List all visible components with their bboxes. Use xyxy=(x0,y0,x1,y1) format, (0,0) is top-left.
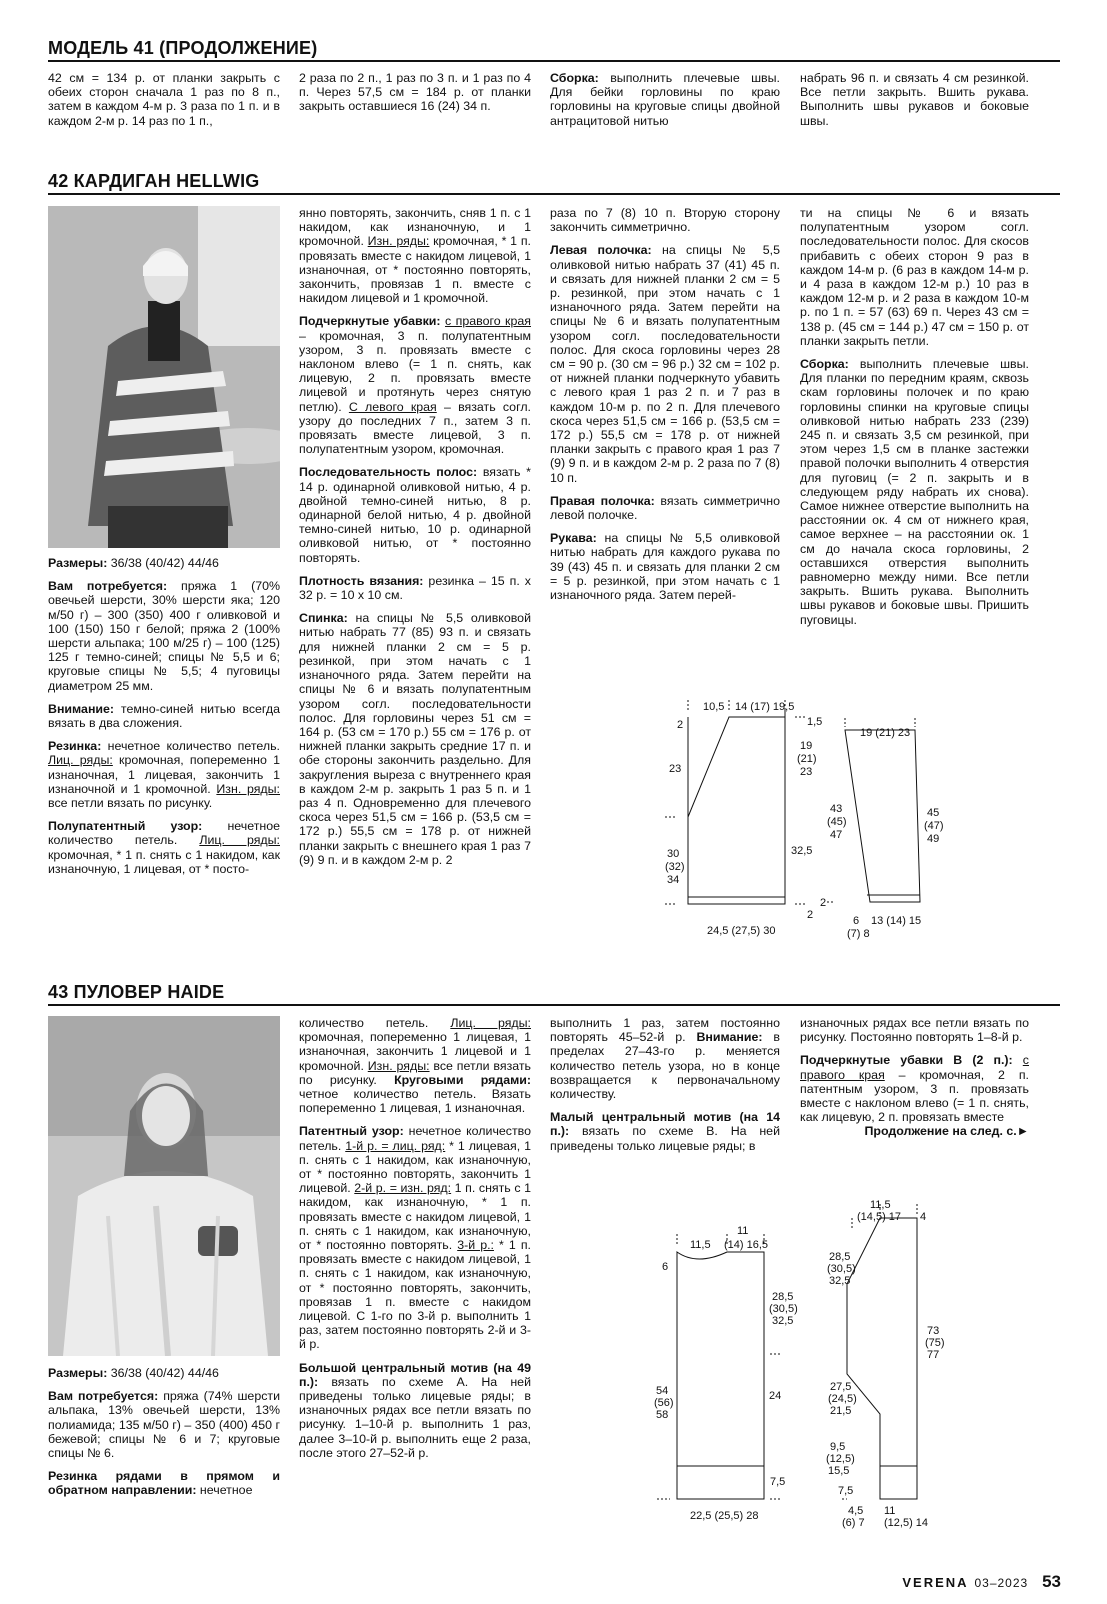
section-title-42: 42 КАРДИГАН HELLWIG xyxy=(48,171,1060,195)
d43-a: 11,5 xyxy=(690,1239,711,1251)
continued-note: Продолжение на след. с.► xyxy=(864,1124,1029,1139)
d43-m: 22,5 (25,5) 28 xyxy=(690,1510,759,1522)
page-number: 53 xyxy=(1042,1572,1061,1591)
d43-e: 28,5 xyxy=(772,1291,794,1303)
d42-g: (21) xyxy=(797,753,817,765)
d43-k: 24 xyxy=(769,1390,782,1402)
d43-s15: 15,5 xyxy=(828,1465,850,1477)
s41-col4: набрать 96 п. и связать 4 см резинкой. Все петли закрыть. Вшить рукава. Выполнить швы рукавов и боковые швы. xyxy=(800,71,1029,128)
d42-f: 19 xyxy=(800,740,813,752)
d42-c: 2 xyxy=(677,719,684,731)
d43-s7: 73 xyxy=(927,1325,940,1337)
s41-col3: Сборка: выполнить плечевые швы. Для бейки горловины по краю горловины на круговые спицы двойной антрацитовой нитью xyxy=(550,71,780,128)
d43-g: 32,5 xyxy=(772,1315,794,1327)
page-footer xyxy=(902,1572,1061,1592)
d42-s4: 47 xyxy=(830,829,843,841)
d43-j: 58 xyxy=(656,1409,669,1421)
d42-a: 10,5 xyxy=(703,701,725,713)
d43-i: (56) xyxy=(654,1397,674,1409)
d43-s4: 28,5 xyxy=(829,1251,851,1263)
issue-number: 03–2023 xyxy=(974,1576,1029,1590)
d43-s3: 4 xyxy=(920,1211,927,1223)
d43-b: 11 xyxy=(737,1225,749,1237)
d43-s11: (24,5) xyxy=(828,1393,857,1405)
d43-s13: 9,5 xyxy=(830,1441,846,1453)
d42-j: (32) xyxy=(665,861,685,873)
d43-s12: 21,5 xyxy=(830,1405,852,1417)
section-title-41: МОДЕЛЬ 41 (ПРОДОЛЖЕНИЕ) xyxy=(48,38,1060,62)
d43-l: 7,5 xyxy=(770,1476,786,1488)
s42-col4: ти на спицы № 6 и вязать полупатентным узором согл. последовательности полос. Для скосов прибавить с обеих сторон 9 раз в каждом 14-м р. (6 раз в каждом 14-м р. и 4 раза в каждом 12-м р.) 10 раз в каждом 12-м р. и 2 раза в каждом 10-м р. по 1 п. = 57 (63) 69 п. Через 43 см = 138 р. (45 см = 144 р.) 47 см = 150 р. от планки закрыть петли. Сборка: выполнить плечевые швы. Для планки по передним краям, сквозь скам горловины полочек и по краю горловины спинки на круговые спицы оливковой нитью набрать 233 (239) 245 п. и связать 3,5 см резинкой, при этом через 1,5 см в планке застежки правой полочки выполнить 4 отверстия для пуговиц (= 2 п. закрыть и в следующем ряду набрать их снова). Самое нижнее отверстие выполнить на расстоянии ок. 4 см от нижнего края, самое верхнее – на расстоянии ок. 1 см до начала скоса горловины, 2 оставшихся отверстия выполнить равномерно между ними. Все петли закрыть. Вшить рукава. Выполнить швы рукавов и боковые швы. Пришить пуговицы. xyxy=(800,206,1029,627)
d42-s5: 45 xyxy=(927,807,940,819)
s41-col1: 42 см = 134 р. от планки закрыть с обеих сторон сначала 1 раз по 8 п., затем в каждом 4-м р. 3 раза по 1 п. и в каждом 2-м р. 14 раз по 1 п., xyxy=(48,71,280,128)
d43-s2: (14,5) 17 xyxy=(857,1211,902,1223)
s41-col2: 2 раза по 2 п., 1 раз по 3 п. и 1 раз по 4 п. Через 57,5 см = 184 р. от планки закрыть оставшиеся 16 (24) 34 п. xyxy=(299,71,531,114)
d42-n: 24,5 (27,5) 30 xyxy=(707,925,776,937)
d43-h: 54 xyxy=(656,1385,669,1397)
section-title-43: 43 ПУЛОВЕР HAIDE xyxy=(48,982,1060,1006)
cardigan-photo xyxy=(48,206,280,548)
schematic-43 xyxy=(652,1194,962,1532)
d42-l: 32,5 xyxy=(791,845,813,857)
pullover-photo xyxy=(48,1016,280,1356)
d42-s11: (7) 8 xyxy=(847,928,870,940)
d43-s20: (12,5) 14 xyxy=(884,1517,929,1529)
s42-col3: раза по 7 (8) 10 п. Вторую сторону закончить симметрично. Левая полочка: на спицы № 5,5 оливковой нитью набрать 37 (41) 45 п. и связать для нижней планки 2 см = 5 р. резинкой, при этом начать с 1 изнаночного ряда. Затем перейти на спицы № 6 и вязать полупатентным узором согл. последовательности полос. Для скоса горловины через 28 см = 90 р. (30 см = 96 р.) 32 см = 102 р. от нижней планки подчеркнуто убавить с левого края 1 раз 2 п. и 7 раз в каждом 10-м р. по 2 п. Для плечевого скоса через 51,5 см = 166 р. (53,5 см = 172 р.) 55,5 см = 178 р. от нижней планки закрыть с правого края 1 раз 7 (9) 9 п. и в каждом 2-м р. 2 раза по 7 (8) 10 п. Правая полочка: вязать симметрично левой полочке. Рукава: на спицы № 5,5 оливковой нитью набрать для каждого рукава по 39 (43) 45 п. и связать для планки 2 см = 5 р. резинкой, при этом начать с 1 изнаночного ряда. Затем перей- xyxy=(550,206,780,603)
d42-s8: 2 xyxy=(820,897,827,909)
d43-s6: 32,5 xyxy=(829,1275,851,1287)
d43-s10: 27,5 xyxy=(830,1381,852,1393)
d42-e: 23 xyxy=(669,763,682,775)
d43-d: 6 xyxy=(662,1261,669,1273)
d43-f: (30,5) xyxy=(769,1303,798,1315)
d42-s9: 6 xyxy=(853,915,860,927)
d43-s1: 11,5 xyxy=(870,1199,891,1211)
d42-s6: (47) xyxy=(924,820,944,832)
d43-c: (14) 16,5 xyxy=(724,1239,769,1251)
s43-col4: изнаночных рядах все петли вязать по рисунку. Постоянно повторять 1–8-й р. Подчеркнутые убавки В (2 п.): с правого края – кромочная, 2 п. патентным узором, 3 п. провязать вместе с наклоном влево (= 1 п. снять, как лицевую, 2 п. провязать вместе Продолжение на след. с.► xyxy=(800,1016,1029,1139)
s43-col2: количество петель. Лиц. ряды: кромочная, попеременно 1 лицевая, 1 изнаночная, закончить 1 лицевой и 1 кромочной. Изн. ряды: все петли вязать по рисунку. Круговыми рядами: четное количество петель. Вязать попеременно 1 лицевая, 1 изнаночная. Патентный узор: нечетное количество петель. 1-й р. = лиц. ряд: * 1 лицевая, 1 п. снять с 1 накидом, как изнаночную, от * постоянно повторять, закончить 1 лицевой. 2-й р. = изн. ряд: 1 п. снять с 1 накидом, как изнаночную, * 1 п. провязать вместе с накидом лицевой, 1 п. снять с 1 накидом, как изнаночную, от * постоянно повторять. 3-й р.: * 1 п. провязать вместе с накидом лицевой, 1 п. снять с 1 накидом, как изнаночную, от * постоянно повторять, закончить, провязав 1 п. вместе с накидом лицевой. С 1-го по 3-й р. выполнить 1 раз, затем постоянно повторять 2-й и 3-й р. Большой центральный мотив (на 49 п.): вязать по схеме А. На ней приведены только лицевые ряды; в изнаночных рядах все петли вязать по рисунку. 1–10-й р. выполнить 1 раз, далее 3–10-й р. выполнить еще 2 раза, после этого 27–52-й р. xyxy=(299,1016,532,1460)
d42-s2: 43 xyxy=(830,803,843,815)
schematic-42 xyxy=(655,692,955,942)
d43-s18: 11 xyxy=(884,1505,896,1517)
d43-s14: (12,5) xyxy=(826,1453,855,1465)
s43-col3: выполнить 1 раз, затем постоянно повторять 45–52-й р. Внимание: в пределах 27–43-го р. меняется количество петель узора, но в конце возвращается к первоначальному количеству. Малый центральный мотив (на 14 п.): вязать по схеме В. На ней приведены только лицевые ряды; в xyxy=(550,1016,780,1153)
d42-s1: 19 (21) 23 xyxy=(860,727,911,739)
d42-s3: (45) xyxy=(827,816,847,828)
d42-d: 1,5 xyxy=(807,716,823,728)
d42-b: 14 (17) 19,5 xyxy=(735,701,795,713)
d42-s7: 49 xyxy=(927,833,940,845)
d43-s17: 4,5 xyxy=(848,1505,864,1517)
s42-col1: Размеры: 36/38 (40/42) 44/46 Вам потребуется: пряжа 1 (70% овечьей шерсти, 30% шерсти яка; 120 м/50 г) – 300 (350) 400 г оливковой и 100 (150) 150 г белой; пряжа 2 (100% шерсти альпака; 100 м/25 г) – 100 (125) 125 г темно-синей; спицы № 5,5 и 6; круговые спицы № 5,5; 4 пуговицы диаметром 25 мм. Внимание: темно-синей нитью всегда вязать в два сложения. Резинка: нечетное количество петель. Лиц. ряды: кромочная, попеременно 1 изнаночная, 1 лицевая, закончить 1 изнаночной и 1 кромочной. Изн. ряды: все петли вязать по рисунку. Полупатентный узор: нечетное количество петель. Лиц. ряды: кромочная, * 1 п. снять с 1 накидом, как изнаночную, 1 лицевая, от * посто- xyxy=(48,556,281,876)
d42-s10: 13 (14) 15 xyxy=(871,915,922,927)
s42-col2: янно повторять, закончить, сняв 1 п. с 1 накидом, как изнаночную, и 1 кромочной. Изн. ряды: кромочная, * 1 п. провязать вместе с накидом лицевой, 1 изнаночная, от * постоянно повторять, закончить, провязав 1 п. вместе с накидом лицевой и 1 кромочной. Подчеркнутые убавки: с правого края – кромочная, 3 п. полупатентным узором, 3 п. провязать вместе с наклоном влево (= 1 п. снять, как лицевую, 2 п. провязать вместе лицевой и протянуть через снятую петлю). С левого края – вязать согл. узору до последних 7 п., затем 3 п. провязать вместе лицевой, 3 п. полупатентным узором, кромочная. Последовательность полос: вязать * 14 р. одинарной оливковой нитью, 4 р. двойной темно-синей нитью, 8 р. одинарной белой нитью, 4 р. двойной темно-синей нитью, 10 р. одинарной оливковой нитью, от * постоянно повторять. Плотность вязания: резинка – 15 п. х 32 р. = 10 х 10 см. Спинка: на спицы № 5,5 оливковой нитью набрать 77 (85) 93 п. и связать для нижней планки 2 см = 5 р. резинкой, при этом начать с 1 изнаночного ряда. Затем перейти на спицы № 6 и вязать полупатентным узором согл. последовательности полос. Для горловины через 51 см = 164 р. (53 см = 170 р.) 55 см = 176 р. от нижней планки закрыть средние 17 п. и обе стороны закончить раздельно. Для закругления выреза с внутреннего края в каждом 2-м р. закрыть 1 раз 5 п. и 1 раз 4 п. Одновременно для плечевого скоса через 51,5 см = 166 р. (53,5 см = 172 р.) 55,5 см = 178 р. от нижней планки закрыть с внешнего края 1 раз 7 (9) 9 п. и в каждом 2-м р. 2 xyxy=(299,206,531,867)
d43-s9: 77 xyxy=(927,1349,940,1361)
d43-s19: (6) 7 xyxy=(842,1517,865,1529)
d42-k: 34 xyxy=(667,874,680,886)
d42-i: 30 xyxy=(667,848,680,860)
s43-col1: Размеры: 36/38 (40/42) 44/46 Вам потребуется: пряжа (74% шерсти альпака, 13% овечьей шерсти, 13% полиамида; 135 м/50 г) – 350 (400) 450 г бежевой; спицы № 6 и 7; круговые спицы № 6. Резинка рядами в прямом и обратном направлении: нечетное xyxy=(48,1366,281,1498)
d42-m: 2 xyxy=(807,909,814,921)
d43-s16: 7,5 xyxy=(838,1485,854,1497)
d43-s8: (75) xyxy=(925,1337,945,1349)
d43-s5: (30,5) xyxy=(827,1263,856,1275)
magazine-brand: VERENA xyxy=(902,1575,969,1590)
d42-h: 23 xyxy=(800,766,813,778)
